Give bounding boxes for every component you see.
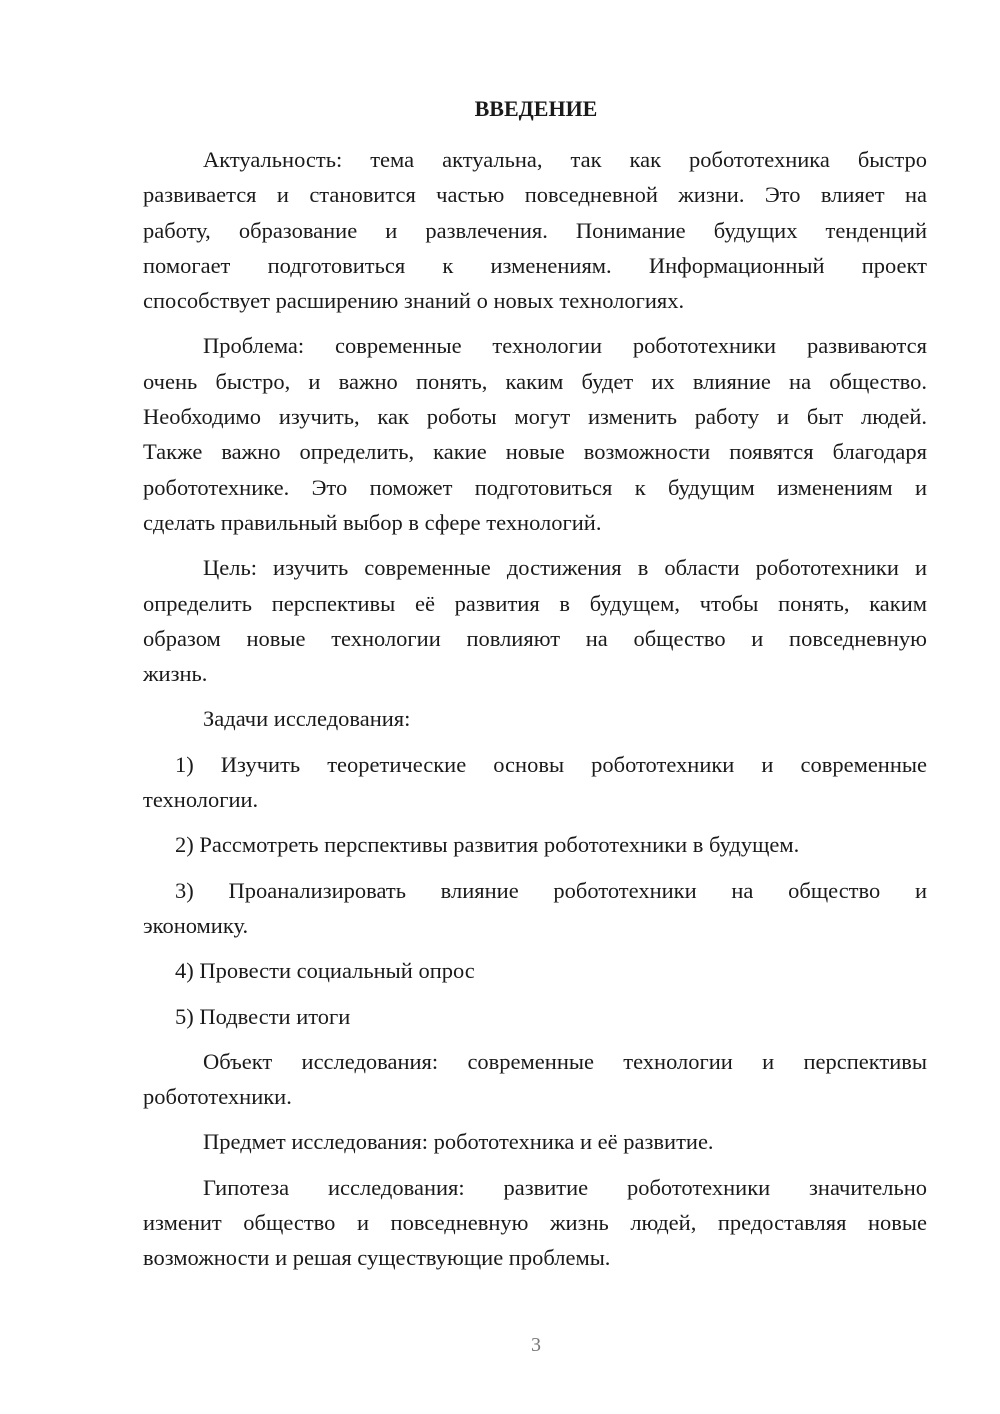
paragraph xyxy=(143,142,927,318)
text-line: 3) Проанализировать влияние робототехники на общество и xyxy=(175,877,927,903)
text-line: Актуальность: тема актуальна, так как робототехника быстро xyxy=(203,147,927,172)
text-line: жизнь. xyxy=(143,661,208,687)
document-body xyxy=(143,142,927,1286)
text-line: очень быстро, и важно понять, каким будет их влияние на общество. xyxy=(143,368,927,394)
section-title: ВВЕДЕНИЕ xyxy=(474,96,598,121)
list-item xyxy=(143,873,927,944)
list-item xyxy=(143,827,927,862)
text-line: 4) Провести социальный опрос xyxy=(175,958,475,984)
list-item xyxy=(143,953,927,988)
text-line: Предмет исследования: робототехника и её развитие. xyxy=(203,1129,714,1155)
text-line: способствует расширению знаний о новых технологиях. xyxy=(143,288,685,314)
paragraph xyxy=(143,701,927,736)
text-line: Необходимо изучить, как роботы могут изменить работу и быт людей. xyxy=(143,404,927,430)
text-line: 2) Рассмотреть перспективы развития робототехники в будущем. xyxy=(175,832,800,858)
text-line: 5) Подвести итоги xyxy=(175,1003,351,1029)
text-line: образом новые технологии повлияют на общество и повседневную xyxy=(143,625,927,651)
text-line: возможности и решая существующие проблемы. xyxy=(143,1245,611,1271)
text-line: Также важно определить, какие новые возможности появятся благодаря xyxy=(143,439,927,465)
text-line: развивается и становится частью повседневной жизни. Это влияет на xyxy=(143,182,927,208)
text-line: работу, образование и развлечения. Понимание будущих тенденций xyxy=(143,217,927,243)
text-line: изменит общество и повседневную жизнь людей, предоставляя новые xyxy=(143,1210,927,1236)
text-line: Гипотеза исследования: развитие робототехники значительно xyxy=(203,1174,927,1200)
text-line: 1) Изучить теоретические основы робототехники и современные xyxy=(175,751,927,777)
paragraph xyxy=(143,1124,927,1159)
list-item xyxy=(143,747,927,818)
page-number: 3 xyxy=(531,1334,541,1356)
list-item xyxy=(143,999,927,1034)
paragraph xyxy=(143,328,927,540)
text-line: Проблема: современные технологии робототехники развиваются xyxy=(203,333,927,359)
paragraph xyxy=(143,1170,927,1276)
text-line: помогает подготовиться к изменениям. Информационный проект xyxy=(143,252,927,278)
text-line: сделать правильный выбор в сфере технологий. xyxy=(143,509,602,535)
text-line: робототехники. xyxy=(143,1084,292,1110)
text-line: технологии. xyxy=(143,787,259,813)
paragraph xyxy=(143,550,927,691)
paragraph xyxy=(143,1044,927,1115)
text-line: экономику. xyxy=(143,912,249,938)
text-line: Объект исследования: современные технологии и перспективы xyxy=(203,1048,927,1074)
text-line: Задачи исследования: xyxy=(203,706,411,732)
text-line: Цель: изучить современные достижения в области робототехники и xyxy=(203,555,927,581)
text-line: робототехнике. Это поможет подготовиться к будущим изменениям и xyxy=(143,474,927,500)
text-line: определить перспективы её развития в будущем, чтобы понять, каким xyxy=(143,590,927,616)
